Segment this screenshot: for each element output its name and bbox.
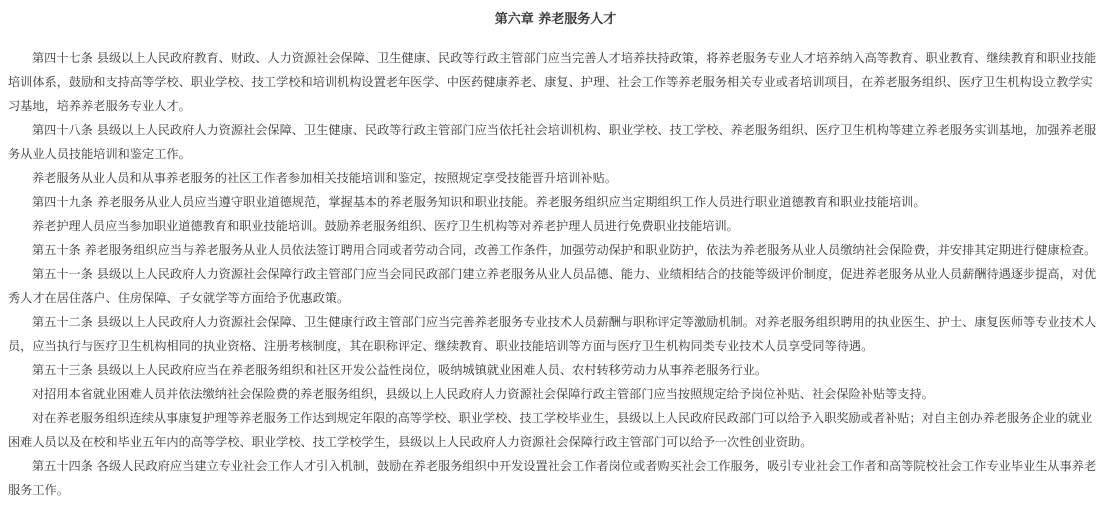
article-49-paragraph-2: 养老护理人员应当参加职业道德教育和职业技能培训。鼓励养老服务组织、医疗卫生机构等对养老护理人员进行免费职业技能培训。	[32, 219, 739, 233]
article-52: 第五十二条 县级以上人民政府人力资源社会保障、卫生健康行政主管部门应当完善养老服务专业技术人员薪酬与职称评定等激励机制。对养老服务组织聘用的执业医生、护士、康复医师等专业技术人员，应当执行与医疗卫生机构相同的执业资格、注册考核制度，其在职称评定、继续教育、职业技能培训等方面与医疗卫生机构同类专业技术人员享受同等待遇。	[8, 315, 1097, 353]
article-48: 第四十八条 县级以上人民政府人力资源社会保障、卫生健康、民政等行政主管部门应当依托社会培训机构、职业学校、技工学校、养老服务组织、医疗卫生机构等建立养老服务实训基地，加强养老服务从业人员技能培训和鉴定工作。	[8, 123, 1097, 161]
article-53-paragraph-3: 对在养老服务组织连续从事康复护理等养老服务工作达到规定年限的高等学校、职业学校、技工学校毕业生，县级以上人民政府民政部门可以给予入职奖励或者补贴；对自主创办养老服务企业的就业困难人员以及在校和毕业五年内的高等学校、职业学校、技工学校学生，县级以上人民政府人力资源社会保障行政主管部门可以给予一次性创业资助。	[8, 411, 1093, 449]
article-50: 第五十条 养老服务组织应当与养老服务从业人员依法签订聘用合同或者劳动合同，改善工作条件，加强劳动保护和职业防护，依法为养老服务从业人员缴纳社会保险费，并安排其定期进行健康检查。	[32, 243, 1097, 257]
article-53-paragraph-2: 对招用本省就业困难人员并依法缴纳社会保险费的养老服务组织，县级以上人民政府人力资源社会保障行政主管部门应当按照规定给予岗位补贴、社会保险补贴等支持。	[32, 387, 934, 401]
article-47: 第四十七条 县级以上人民政府教育、财政、人力资源社会保障、卫生健康、民政等行政主管部门应当完善人才培养扶持政策，将养老服务专业人才培养纳入高等教育、职业教育、继续教育和职业技能培训体系，鼓励和支持高等学校、职业学校、技工学校和培训机构设置老年医学、中医药健康养老、康复、护理、社会工作等养老服务相关专业或者培训项目，在养老服务组织、医疗卫生机构设立教学实习基地，培养养老服务专业人才。	[8, 51, 1097, 113]
article-54: 第五十四条 各级人民政府应当建立专业社会工作人才引入机制，鼓励在养老服务组织中开发设置社会工作者岗位或者购买社会工作服务，吸引专业社会工作者和高等院校社会工作专业毕业生从事养老服务工作。	[8, 459, 1097, 497]
article-53: 第五十三条 县级以上人民政府应当在养老服务组织和社区开发公益性岗位，吸纳城镇就业困难人员、农村转移劳动力从事养老服务行业。	[32, 363, 768, 377]
article-48-paragraph-2: 养老服务从业人员和从事养老服务的社区工作者参加相关技能培训和鉴定，按照规定享受技能晋升培训补贴。	[32, 171, 617, 185]
article-51: 第五十一条 县级以上人民政府人力资源社会保障行政主管部门应当会同民政部门建立养老服务从业人员品德、能力、业绩相结合的技能等级评价制度，促进养老服务从业人员薪酬待遇逐步提高，对优秀人才在居住落户、住房保障、子女就学等方面给予优惠政策。	[8, 267, 1097, 305]
chapter-title: 第六章 养老服务人才	[494, 12, 617, 27]
article-49: 第四十九条 养老服务从业人员应当遵守职业道德规范，掌握基本的养老服务知识和职业技能。养老服务组织应当定期组织工作人员进行职业道德教育和职业技能培训。	[32, 195, 926, 209]
